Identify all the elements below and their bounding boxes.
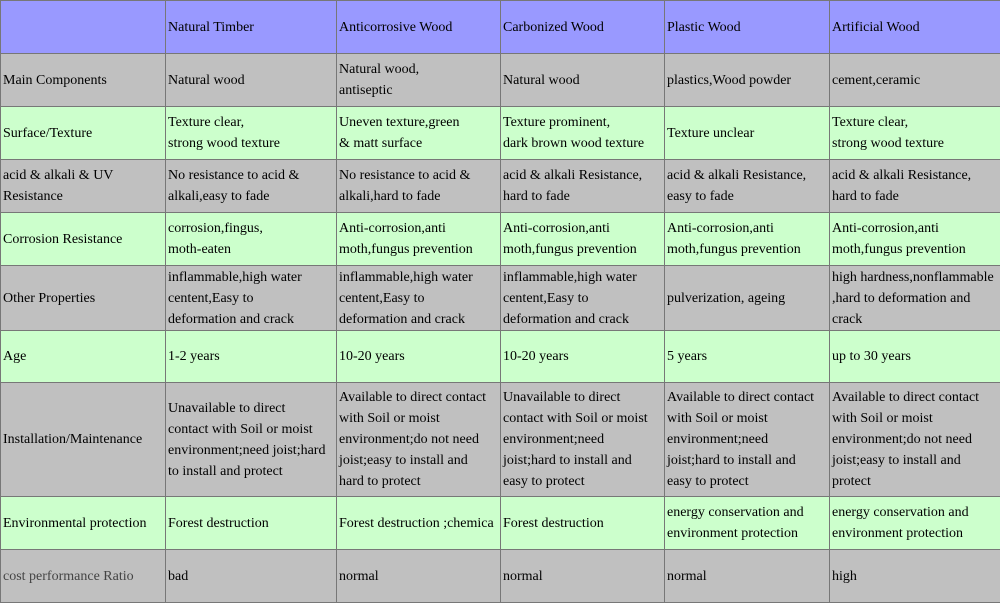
cell-text-line: easy to fade [667, 189, 734, 204]
cell-text-line: high hardness,nonflammable [832, 270, 994, 285]
cell-text-line: Anti-corrosion,anti [339, 221, 446, 236]
cell-text-line: pulverization, ageing [667, 291, 785, 306]
cell-text-line: Age [3, 349, 26, 364]
cell-text-line: No resistance to acid & [339, 168, 470, 183]
cell-text-line: Available to direct contact [339, 390, 486, 405]
cell-text-line: inflammable,high water [339, 270, 473, 285]
cell-text-line: high [832, 569, 857, 584]
cell-text-line: Texture prominent, [503, 115, 610, 130]
table-row-installation-maintenance [1, 383, 1000, 497]
row-label [1, 107, 166, 160]
cell-text-line: Other Properties [3, 291, 95, 306]
cell-carbonized-wood [501, 160, 665, 213]
cell-plastic-wood [665, 550, 830, 603]
cell-text-line: Available to direct contact [832, 390, 979, 405]
cell-text-line: environment;need [503, 432, 604, 447]
cell-text-line: with Soil or moist [339, 411, 440, 426]
cell-natural-timber [166, 550, 337, 603]
cell-text-line: moth,fungus prevention [832, 242, 966, 257]
cell-text-line: 5 years [667, 349, 707, 364]
cell-plastic-wood [665, 213, 830, 266]
cell-text-line: Forest destruction [503, 516, 604, 531]
header-corner [1, 1, 166, 54]
cell-text-line: centent,Easy to [503, 291, 589, 306]
cell-anticorrosive-wood [337, 550, 501, 603]
cell-artificial-wood [830, 550, 1000, 603]
cell-text-line: Forest destruction [168, 516, 269, 531]
cell-text-line: moth,fungus prevention [667, 242, 801, 257]
cell-text-line: deformation and crack [168, 312, 294, 327]
column-header-carbonized-wood: Carbonized Wood [501, 1, 665, 54]
cell-text-line: alkali,easy to fade [168, 189, 269, 204]
cell-natural-timber [166, 54, 337, 107]
cell-text-line: energy conservation and [667, 505, 804, 520]
cell-artificial-wood [830, 54, 1000, 107]
cell-text-line: contact with Soil or moist [503, 411, 648, 426]
cell-text-line: environment;need joist;hard [168, 443, 325, 458]
cell-text-line: Unavailable to direct [168, 401, 285, 416]
cell-text-line: moth,fungus prevention [339, 242, 473, 257]
cell-text-line: inflammable,high water [503, 270, 637, 285]
cell-text-line: cement,ceramic [832, 73, 920, 88]
cell-text-line: energy conservation and [832, 505, 969, 520]
cell-text-line: joist;hard to install and [667, 453, 796, 468]
column-header-natural-timber: Natural Timber [166, 1, 337, 54]
row-label [1, 497, 166, 550]
cell-natural-timber [166, 213, 337, 266]
cell-text-line: Resistance [3, 189, 63, 204]
cell-text-line: Corrosion Resistance [3, 232, 122, 247]
cell-text-line: No resistance to acid & [168, 168, 299, 183]
cell-natural-timber [166, 497, 337, 550]
table-row-cost-performance-ratio [1, 550, 1000, 603]
table-row-acid-alkali-uv-resistance [1, 160, 1000, 213]
cell-anticorrosive-wood [337, 331, 501, 383]
cell-artificial-wood [830, 266, 1000, 331]
cell-text-line: normal [667, 569, 707, 584]
cell-natural-timber [166, 266, 337, 331]
cell-carbonized-wood [501, 331, 665, 383]
cell-text-line: contact with Soil or moist [168, 422, 313, 437]
cell-text-line: deformation and crack [339, 312, 465, 327]
table-body [1, 54, 1000, 603]
cell-carbonized-wood [501, 107, 665, 160]
cell-text-line: joist;hard to install and [503, 453, 632, 468]
cell-plastic-wood [665, 107, 830, 160]
row-label [1, 331, 166, 383]
cell-text-line: Main Components [3, 73, 107, 88]
cell-text-line: Anti-corrosion,anti [503, 221, 610, 236]
cell-text-line: Surface/Texture [3, 126, 92, 141]
cell-text-line: Available to direct contact [667, 390, 814, 405]
cell-text-line: with Soil or moist [832, 411, 933, 426]
cell-plastic-wood [665, 497, 830, 550]
cell-carbonized-wood [501, 383, 665, 497]
cell-text-line: 10-20 years [503, 349, 569, 364]
cell-plastic-wood [665, 383, 830, 497]
cell-text-line: Natural wood [168, 73, 245, 88]
table-row-environmental-protection [1, 497, 1000, 550]
cell-text-line: antiseptic [339, 83, 393, 98]
table-row-age [1, 331, 1000, 383]
cell-text-line: normal [503, 569, 543, 584]
row-label [1, 550, 166, 603]
cell-artificial-wood [830, 497, 1000, 550]
cell-text-line: joist;easy to install and [339, 453, 468, 468]
cell-text-line: acid & alkali Resistance, [667, 168, 806, 183]
cell-text-line: up to 30 years [832, 349, 911, 364]
cell-text-line: environment;do not need [832, 432, 972, 447]
cell-text-line: Uneven texture,green [339, 115, 460, 130]
cell-text-line: hard to fade [832, 189, 899, 204]
cell-text-line: protect [832, 474, 871, 489]
cell-text-line: plastics,Wood powder [667, 73, 791, 88]
cell-text-line: joist;easy to install and [832, 453, 961, 468]
cell-anticorrosive-wood [337, 107, 501, 160]
cell-text-line: Natural wood [503, 73, 580, 88]
cell-artificial-wood [830, 160, 1000, 213]
column-header-artificial-wood: Artificial Wood [830, 1, 1000, 54]
cell-text-line: easy to protect [503, 474, 585, 489]
cell-text-line: 1-2 years [168, 349, 220, 364]
cell-text-line: bad [168, 569, 188, 584]
table-row-main-components [1, 54, 1000, 107]
cell-text-line: acid & alkali Resistance, [503, 168, 642, 183]
cell-anticorrosive-wood [337, 213, 501, 266]
cell-natural-timber [166, 160, 337, 213]
table-row-other-properties [1, 266, 1000, 331]
cell-text-line: hard to protect [339, 474, 421, 489]
cell-anticorrosive-wood [337, 383, 501, 497]
cell-carbonized-wood [501, 213, 665, 266]
cell-text-line: environment protection [832, 526, 963, 541]
cell-text-line: Forest destruction ;chemica [339, 516, 494, 531]
cell-text-line: moth,fungus prevention [503, 242, 637, 257]
row-label [1, 383, 166, 497]
cell-artificial-wood [830, 213, 1000, 266]
cell-text-line: deformation and crack [503, 312, 629, 327]
cell-text-line: normal [339, 569, 379, 584]
cell-text-line: Anti-corrosion,anti [667, 221, 774, 236]
cell-plastic-wood [665, 266, 830, 331]
row-label [1, 160, 166, 213]
row-label [1, 266, 166, 331]
cell-text-line: easy to protect [667, 474, 749, 489]
cell-anticorrosive-wood [337, 160, 501, 213]
cell-natural-timber [166, 383, 337, 497]
cell-carbonized-wood [501, 550, 665, 603]
column-header-anticorrosive-wood: Anticorrosive Wood [337, 1, 501, 54]
cell-anticorrosive-wood [337, 266, 501, 331]
cell-text-line: Installation/Maintenance [3, 432, 142, 447]
cell-text-line: acid & alkali & UV [3, 168, 113, 183]
cell-text-line: centent,Easy to [339, 291, 425, 306]
cell-text-line: environment;need [667, 432, 768, 447]
cell-text-line: acid & alkali Resistance, [832, 168, 971, 183]
cell-text-line: environment protection [667, 526, 798, 541]
cell-text-line: strong wood texture [832, 136, 944, 151]
cell-text-line: Texture unclear [667, 126, 754, 141]
cell-carbonized-wood [501, 266, 665, 331]
table-row-corrosion-resistance [1, 213, 1000, 266]
column-header-plastic-wood: Plastic Wood [665, 1, 830, 54]
cell-text-line: Texture clear, [168, 115, 244, 130]
cell-text-line: crack [832, 312, 862, 327]
row-label [1, 54, 166, 107]
cell-plastic-wood [665, 54, 830, 107]
cell-natural-timber [166, 331, 337, 383]
cell-text-line: to install and protect [168, 464, 283, 479]
cell-text-line: & matt surface [339, 136, 422, 151]
cell-natural-timber [166, 107, 337, 160]
cell-anticorrosive-wood [337, 497, 501, 550]
cell-text-line: Environmental protection [3, 516, 146, 531]
cell-text-line: centent,Easy to [168, 291, 254, 306]
cell-text-line: cost performance Ratio [3, 569, 134, 584]
cell-text-line: ,hard to deformation and [832, 291, 970, 306]
cell-text-line: Unavailable to direct [503, 390, 620, 405]
table-row-surface-texture [1, 107, 1000, 160]
cell-text-line: inflammable,high water [168, 270, 302, 285]
cell-text-line: dark brown wood texture [503, 136, 644, 151]
cell-text-line: Natural wood, [339, 62, 419, 77]
cell-text-line: with Soil or moist [667, 411, 768, 426]
cell-text-line: moth-eaten [168, 242, 231, 257]
cell-artificial-wood [830, 107, 1000, 160]
cell-artificial-wood [830, 331, 1000, 383]
cell-anticorrosive-wood [337, 54, 501, 107]
cell-text-line: alkali,hard to fade [339, 189, 440, 204]
cell-plastic-wood [665, 160, 830, 213]
cell-plastic-wood [665, 331, 830, 383]
cell-text-line: hard to fade [503, 189, 570, 204]
cell-text-line: Anti-corrosion,anti [832, 221, 939, 236]
cell-text-line: strong wood texture [168, 136, 280, 151]
cell-artificial-wood [830, 383, 1000, 497]
row-label [1, 213, 166, 266]
cell-carbonized-wood [501, 54, 665, 107]
cell-text-line: environment;do not need [339, 432, 479, 447]
cell-text-line: Texture clear, [832, 115, 908, 130]
cell-carbonized-wood [501, 497, 665, 550]
header-row [1, 1, 1000, 54]
cell-text-line: corrosion,fingus, [168, 221, 263, 236]
cell-text-line: 10-20 years [339, 349, 405, 364]
